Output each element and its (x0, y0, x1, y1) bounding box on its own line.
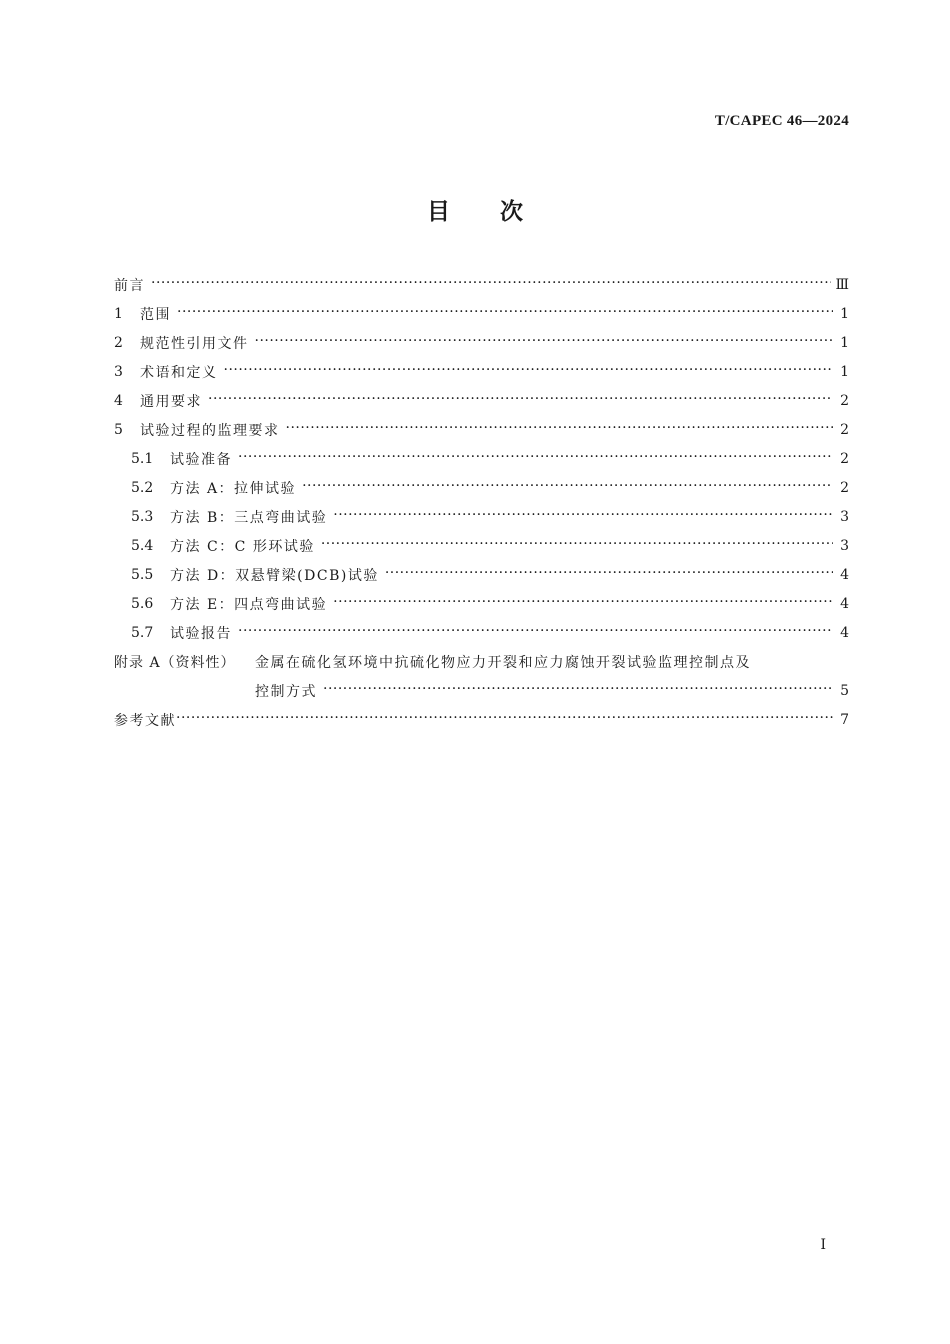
dot-leader (176, 713, 833, 727)
dot-leader (177, 307, 833, 321)
toc-entry-number: 5.7 (131, 624, 154, 641)
toc-entry-5[interactable] (114, 415, 849, 444)
toc-entry-number: 2 (114, 334, 123, 351)
appendix-label: 附录 A（资料性） (114, 654, 236, 671)
toc-entry-1[interactable] (114, 299, 849, 328)
toc-entry-page: 4 (840, 624, 849, 641)
toc-entry-references[interactable] (114, 705, 849, 734)
toc-entry-number: 3 (114, 363, 123, 380)
toc-entry-number: 5.1 (131, 450, 154, 467)
toc-entry-5-6[interactable] (114, 589, 849, 618)
toc-entry-2[interactable] (114, 328, 849, 357)
toc-entry-4[interactable] (114, 386, 849, 415)
toc-entry-page: 3 (840, 537, 849, 554)
toc-entry-label: 通用要求 (140, 393, 202, 410)
dot-leader (385, 568, 833, 582)
toc-entry-label: 参考文献 (114, 712, 176, 729)
toc-entry-number: 5.4 (131, 537, 154, 554)
toc-entry-page: 7 (840, 711, 849, 728)
toc-entry-5-5[interactable] (114, 560, 849, 589)
toc-entry-foreword[interactable] (114, 270, 849, 299)
toc-entry-number: 1 (114, 305, 123, 322)
toc-entry-5-1[interactable] (114, 444, 849, 473)
toc-entry-label: 试验准备 (170, 451, 232, 468)
document-code: T/CAPEC 46—2024 (714, 113, 849, 129)
toc-entry-label: 规范性引用文件 (140, 335, 249, 352)
toc-entry-page: 5 (840, 682, 849, 699)
toc-entry-label: 试验过程的监理要求 (140, 422, 280, 439)
toc-entry-5-2[interactable] (114, 473, 849, 502)
dot-leader (151, 278, 831, 292)
dot-leader (333, 510, 833, 524)
toc-title: 目次 (427, 199, 573, 225)
toc-entry-page: 3 (840, 508, 849, 525)
toc-entry-3[interactable] (114, 357, 849, 386)
dot-leader (333, 597, 833, 611)
toc-entry-page: 2 (840, 450, 849, 467)
toc-entry-label: 范围 (140, 306, 171, 323)
toc-entry-label: 方法 B：三点弯曲试验 (170, 509, 328, 526)
dot-leader (323, 684, 833, 698)
dot-leader (302, 481, 833, 495)
toc-entry-number: 5.3 (131, 508, 154, 525)
toc-entry-page: 2 (840, 392, 849, 409)
toc-entry-label: 试验报告 (170, 625, 232, 642)
toc-entry-number: 5.6 (131, 595, 154, 612)
toc-entry-label: 方法 D：双悬臂梁(DCB)试验 (170, 567, 379, 584)
appendix-title-line2: 控制方式 (255, 683, 317, 700)
toc-entry-page: 4 (840, 566, 849, 583)
dot-leader (208, 394, 833, 408)
toc-entry-number: 4 (114, 392, 123, 409)
dot-leader (286, 423, 834, 437)
dot-leader (238, 452, 833, 466)
toc-entry-number: 5 (114, 421, 123, 438)
toc-entry-appendix-a-cont[interactable] (114, 676, 849, 705)
dot-leader (238, 626, 833, 640)
toc-entry-number: 5.5 (131, 566, 154, 583)
toc-entry-5-3[interactable] (114, 502, 849, 531)
toc-entry-5-7[interactable] (114, 618, 849, 647)
toc-entry-page: 1 (840, 334, 849, 351)
appendix-title-line1: 金属在硫化氢环境中抗硫化物应力开裂和应力腐蚀开裂试验监理控制点及 (255, 654, 751, 671)
dot-leader (255, 336, 834, 350)
page-number: Ⅰ (820, 1237, 826, 1253)
toc-entry-label: 前言 (114, 277, 145, 294)
toc-entry-label: 方法 E：四点弯曲试验 (170, 596, 328, 613)
toc-entry-page: Ⅲ (835, 276, 849, 293)
toc-entry-page: 1 (840, 305, 849, 322)
table-of-contents (114, 270, 849, 734)
toc-entry-page: 4 (840, 595, 849, 612)
toc-entry-5-4[interactable] (114, 531, 849, 560)
toc-entry-page: 2 (840, 421, 849, 438)
toc-entry-page: 1 (840, 363, 849, 380)
toc-entry-label: 方法 A：拉伸试验 (170, 480, 297, 497)
toc-entry-appendix-a[interactable] (114, 647, 849, 676)
toc-entry-label: 方法 C：C 形环试验 (170, 538, 315, 555)
dot-leader (321, 539, 833, 553)
toc-entry-label: 术语和定义 (140, 364, 218, 381)
toc-entry-page: 2 (840, 479, 849, 496)
toc-entry-number: 5.2 (131, 479, 154, 496)
dot-leader (224, 365, 834, 379)
